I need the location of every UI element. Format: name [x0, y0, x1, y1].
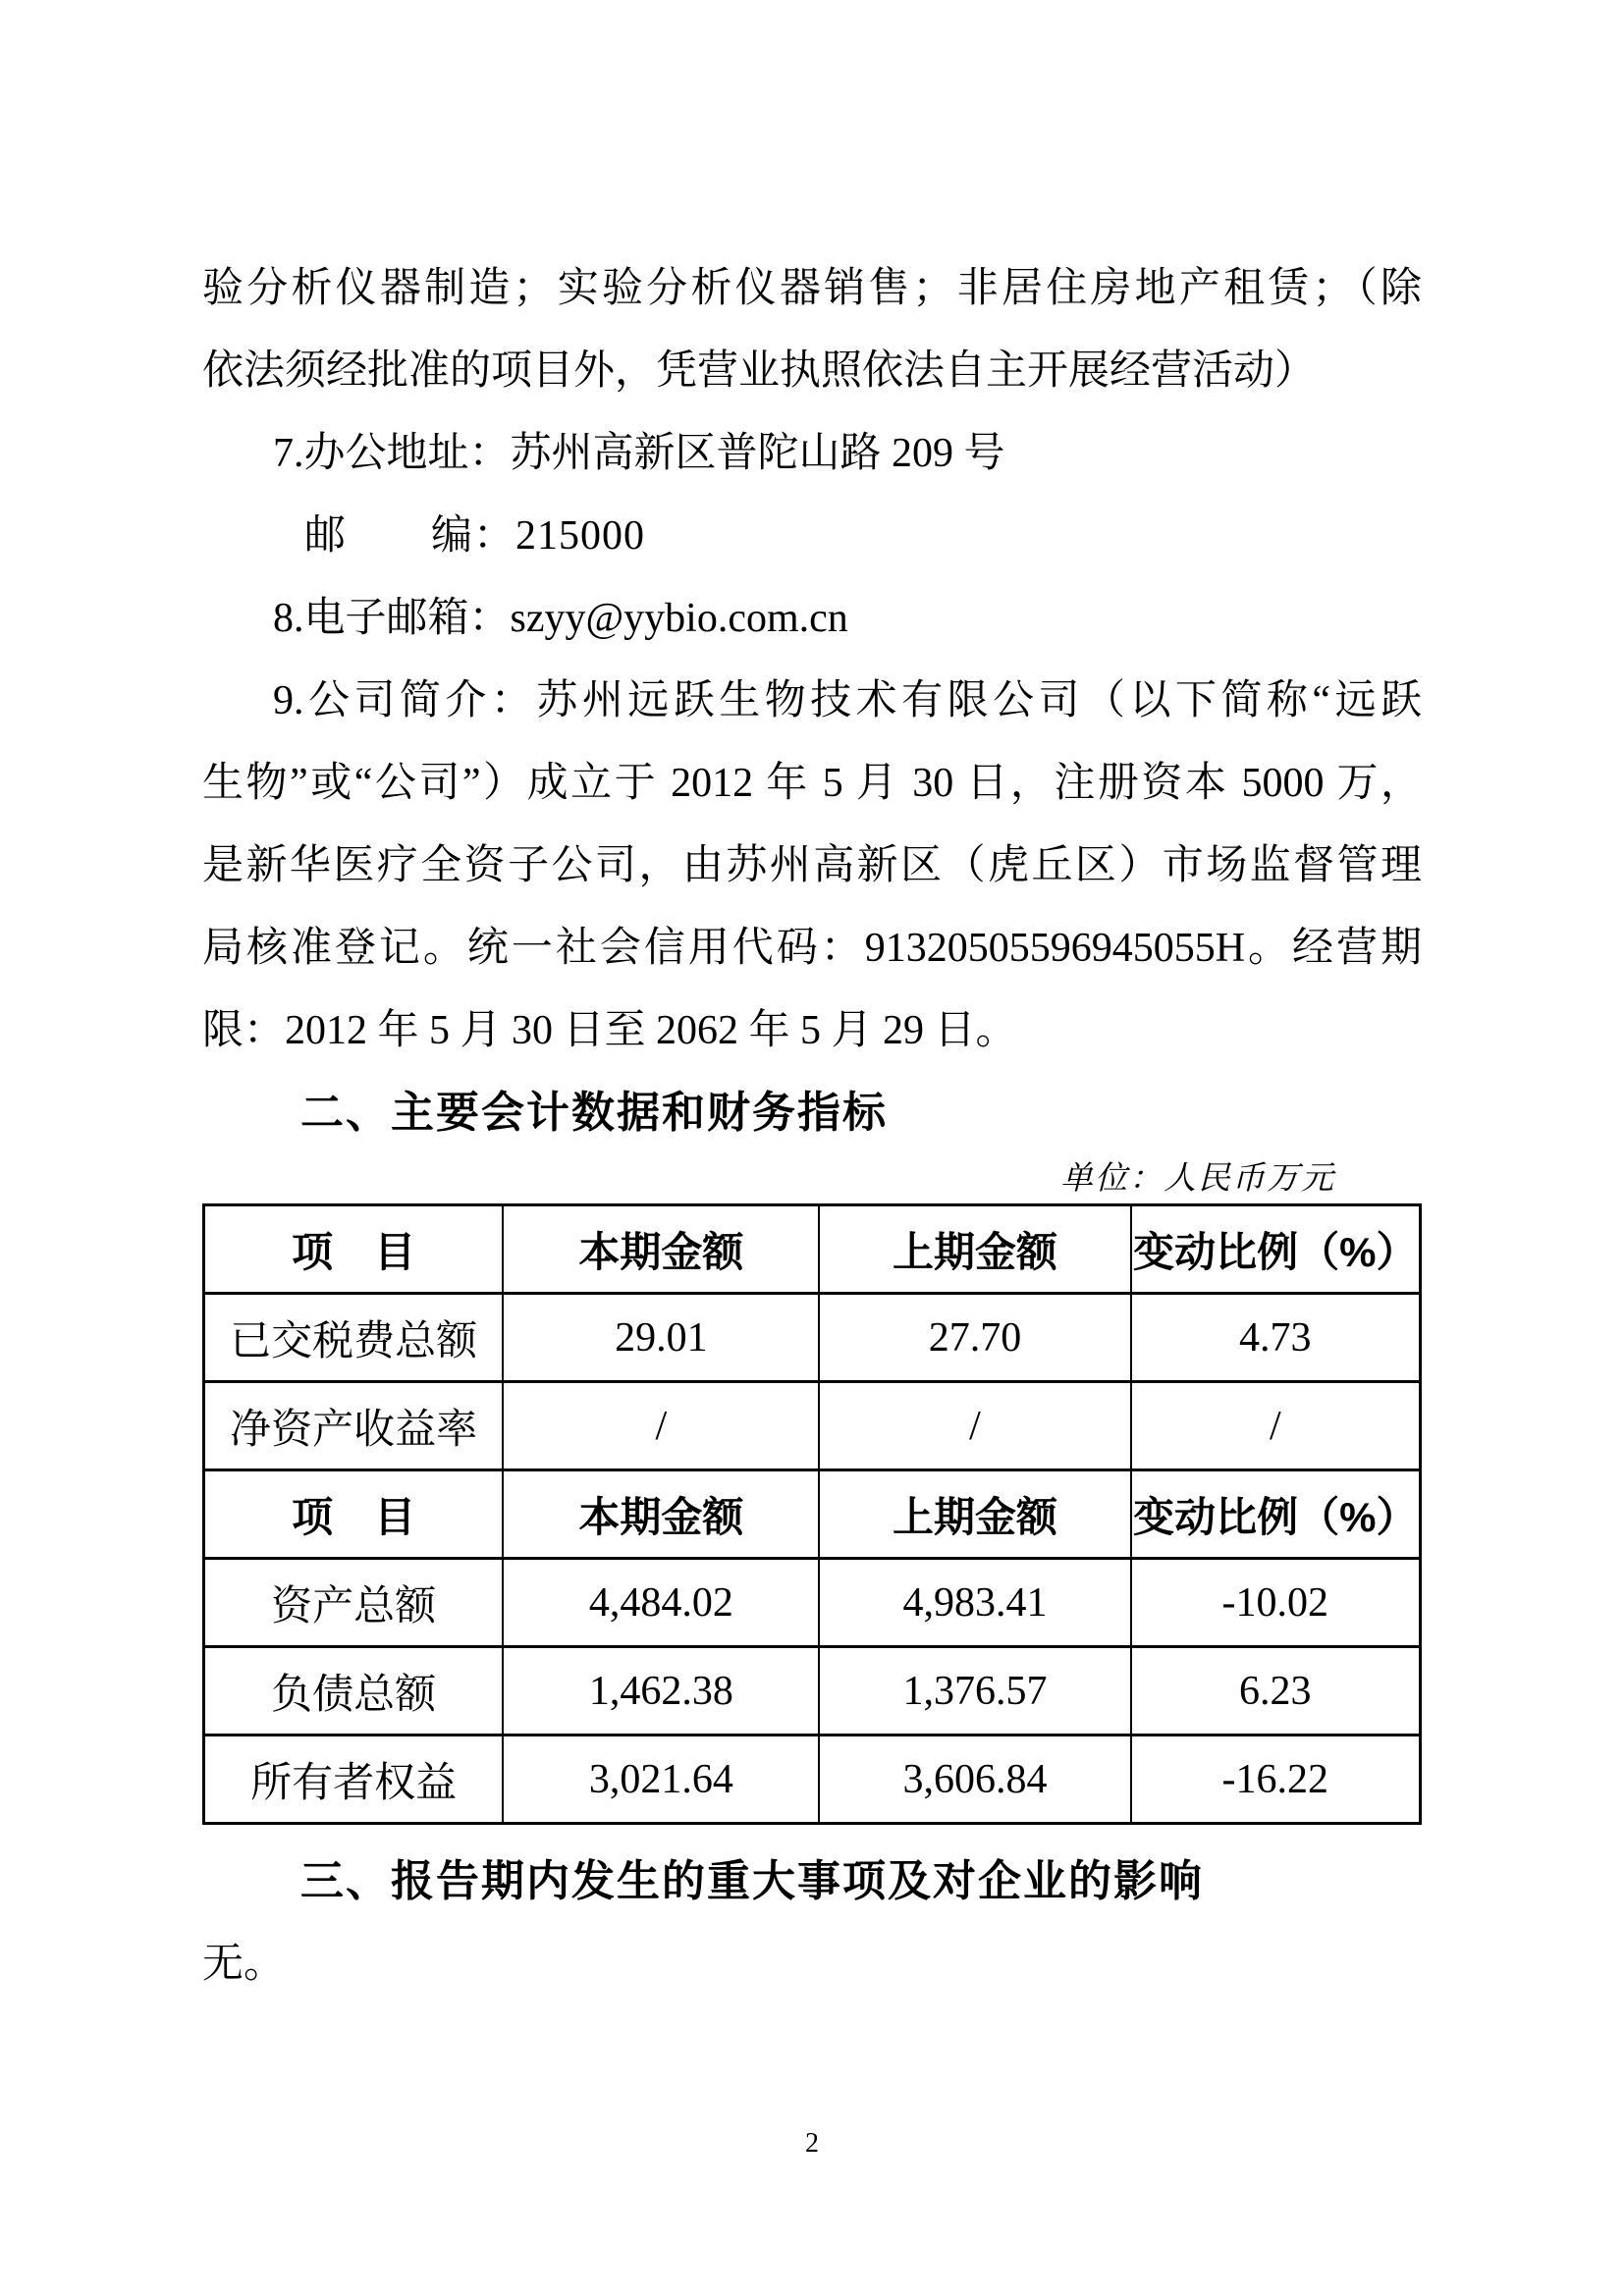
table-cell: 29.01	[503, 1294, 819, 1382]
table-unit-note: 单位：人民币万元	[1060, 1161, 1335, 1197]
para-company-intro-line-3: 是新华医疗全资子公司，由苏州高新区（虎丘区）市场监督管理	[202, 843, 1422, 888]
table-header-cell: 变动比例（%）	[1131, 1205, 1421, 1294]
table-header-cell: 上期金额	[819, 1470, 1130, 1559]
table-cell: 1,462.38	[503, 1647, 819, 1735]
item-office-address: 7.办公地址：苏州高新区普陀山路 209 号	[273, 431, 1005, 476]
table-cell: 资产总额	[204, 1559, 504, 1647]
page-number: 2	[805, 2128, 819, 2159]
table-header-cell: 变动比例（%）	[1131, 1470, 1421, 1559]
financial-table	[202, 1203, 1422, 1825]
table-header-cell: 项 目	[204, 1470, 504, 1559]
section3-body: 无。	[202, 1942, 286, 1987]
table-row	[204, 1382, 1421, 1470]
para-business-scope-line-1: 验分析仪器制造；实验分析仪器销售；非居住房地产租赁；（除	[202, 266, 1422, 311]
table-header-row	[204, 1470, 1421, 1559]
table-cell: 27.70	[819, 1294, 1130, 1382]
section2-title: 二、主要会计数据和财务指标	[300, 1089, 888, 1137]
para-company-intro-line-1: 9.公司简介：苏州远跃生物技术有限公司（以下简称“远跃	[273, 678, 1422, 723]
table-cell: 4,484.02	[503, 1559, 819, 1647]
table-cell: 所有者权益	[204, 1735, 504, 1824]
table-header-row	[204, 1205, 1421, 1294]
table-cell: 负债总额	[204, 1647, 504, 1735]
table-cell: 6.23	[1131, 1647, 1421, 1735]
table-cell: -10.02	[1131, 1559, 1421, 1647]
item-postal-code: 邮 编：215000	[304, 513, 646, 559]
table-cell: 4,983.41	[819, 1559, 1130, 1647]
table-cell: /	[1131, 1382, 1421, 1470]
table-row	[204, 1294, 1421, 1382]
table-cell: -16.22	[1131, 1735, 1421, 1824]
table-header-cell: 上期金额	[819, 1205, 1130, 1294]
table-cell: 4.73	[1131, 1294, 1421, 1382]
item-email: 8.电子邮箱：szyy@yybio.com.cn	[273, 596, 848, 641]
para-company-intro-line-4: 局核准登记。统一社会信用代码：91320505596945055H。经营期	[202, 926, 1422, 971]
table-cell: 净资产收益率	[204, 1382, 504, 1470]
table-header-cell: 项 目	[204, 1205, 504, 1294]
table-cell: 3,606.84	[819, 1735, 1130, 1824]
table-header-cell: 本期金额	[503, 1205, 819, 1294]
table-row	[204, 1647, 1421, 1735]
table-cell: 1,376.57	[819, 1647, 1130, 1735]
table-header-cell: 本期金额	[503, 1470, 819, 1559]
section3-title: 三、报告期内发生的重大事项及对企业的影响	[300, 1857, 1204, 1905]
table-row	[204, 1735, 1421, 1824]
table-cell: /	[819, 1382, 1130, 1470]
table-cell: 已交税费总额	[204, 1294, 504, 1382]
para-company-intro-line-5: 限：2012 年 5 月 30 日至 2062 年 5 月 29 日。	[202, 1008, 1017, 1053]
table-cell: /	[503, 1382, 819, 1470]
table-row	[204, 1559, 1421, 1647]
table-cell: 3,021.64	[503, 1735, 819, 1824]
para-business-scope-line-2: 依法须经批准的项目外，凭营业执照依法自主开展经营活动）	[202, 348, 1317, 394]
page-content	[202, 247, 1422, 2005]
para-company-intro-line-2: 生物”或“公司”）成立于 2012 年 5 月 30 日，注册资本 5000 万，	[202, 761, 1422, 806]
